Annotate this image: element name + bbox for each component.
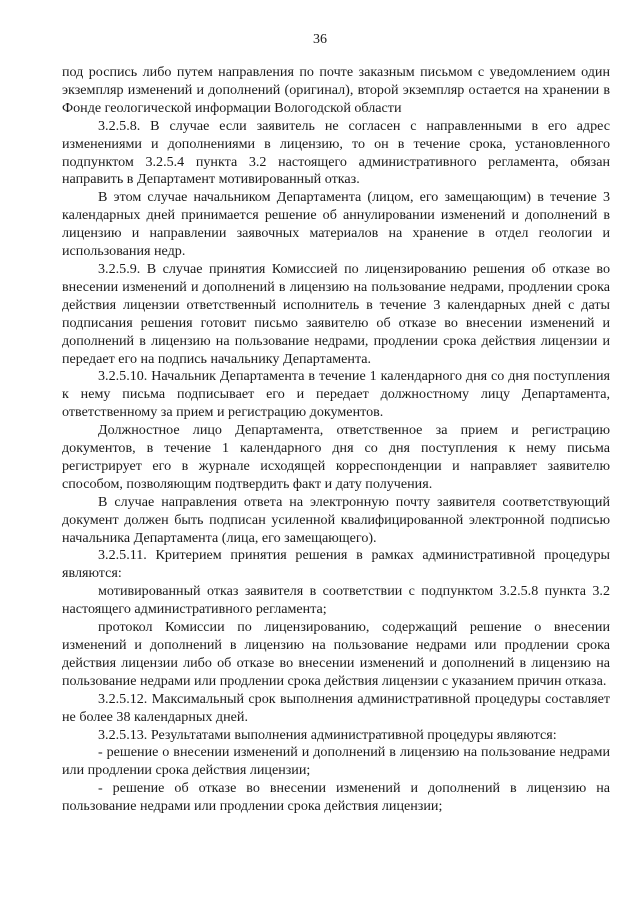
paragraph-3-2-5-10: 3.2.5.10. Начальник Департамента в течение 1 календарного дня со дня поступления к нему письма подписывает его и передает должностному лицу Департамента, ответственному за прием и регистрацию документов. xyxy=(62,368,610,421)
paragraph-cancellation: В этом случае начальником Департамента (лицом, его замещающим) в течение 3 календарных дней принимается решение об аннулировании изменений и дополнений в лицензию и направлении заявочных материалов на хранение в отдел геологии и использования недр. xyxy=(62,189,610,260)
list-item-result-refusal: - решение об отказе во внесении изменений и дополнений в лицензию на пользование недрами или продлении срока действия лицензии; xyxy=(62,780,610,815)
list-item-result-approval: - решение о внесении изменений и дополнений в лицензию на пользование недрами или продлении срока действия лицензии; xyxy=(62,744,610,779)
paragraph-criterion-refusal: мотивированный отказ заявителя в соответствии с подпунктом 3.2.5.8 пункта 3.2 настоящего административного регламента; xyxy=(62,583,610,618)
document-body xyxy=(62,64,610,816)
paragraph-electronic-signature: В случае направления ответа на электронную почту заявителя соответствующий документ должен быть подписан усиленной квалифицированной электронной подписью начальника Департамента (лица, его замещающего). xyxy=(62,493,610,546)
paragraph-3-2-5-12: 3.2.5.12. Максимальный срок выполнения административной процедуры составляет не более 38 календарных дней. xyxy=(62,690,610,725)
page-number: 36 xyxy=(313,32,327,47)
paragraph-delivery-continuation: под роспись либо путем направления по почте заказным письмом с уведомлением один экземпляр изменений и дополнений (оригинал), второй экземпляр остается на хранении в Фонде геологической информации Вологодской области xyxy=(62,64,610,116)
paragraph-registration: Должностное лицо Департамента, ответственное за прием и регистрацию документов, в течение 1 календарного дня со дня поступления к нему письма регистрирует его в журнале исходящей корреспонденции и направляет заявителю способом, позволяющим подтвердить факт и дату получения. xyxy=(62,422,610,492)
paragraph-criterion-protocol: протокол Комиссии по лицензированию, содержащий решение о внесении изменений и дополнений в лицензию на пользование недрами или продлении срока действия лицензии либо об отказе во внесении изменений и дополнений в лицензию на пользование недрами или продлении срока действия лицензии с указанием причин отказа. xyxy=(62,619,610,689)
paragraph-3-2-5-13: 3.2.5.13. Результатами выполнения административной процедуры являются: xyxy=(98,726,557,743)
paragraph-3-2-5-11: 3.2.5.11. Критерием принятия решения в рамках административной процедуры являются: xyxy=(62,547,610,582)
paragraph-3-2-5-8: 3.2.5.8. В случае если заявитель не согласен с направленными в его адрес изменениями и дополнениями в лицензию, то он в течение срока, установленного подпунктом 3.2.5.4 пункта 3.2 настоящего административного регламента, обязан направить в Департамент мотивированный отказ. xyxy=(62,117,610,188)
paragraph-3-2-5-9: 3.2.5.9. В случае принятия Комиссией по лицензированию решения об отказе во внесении изменений и дополнений в лицензию на пользование недрами, продлении срока действия лицензии ответственный исполнитель в течение 3 календарных дней с даты подписания решения готовит письмо заявителю об отказе во внесении изменений и дополнений в лицензию на пользование недрами, продлении срока действия лицензии и передает его на подпись начальнику Департамента. xyxy=(62,260,610,367)
